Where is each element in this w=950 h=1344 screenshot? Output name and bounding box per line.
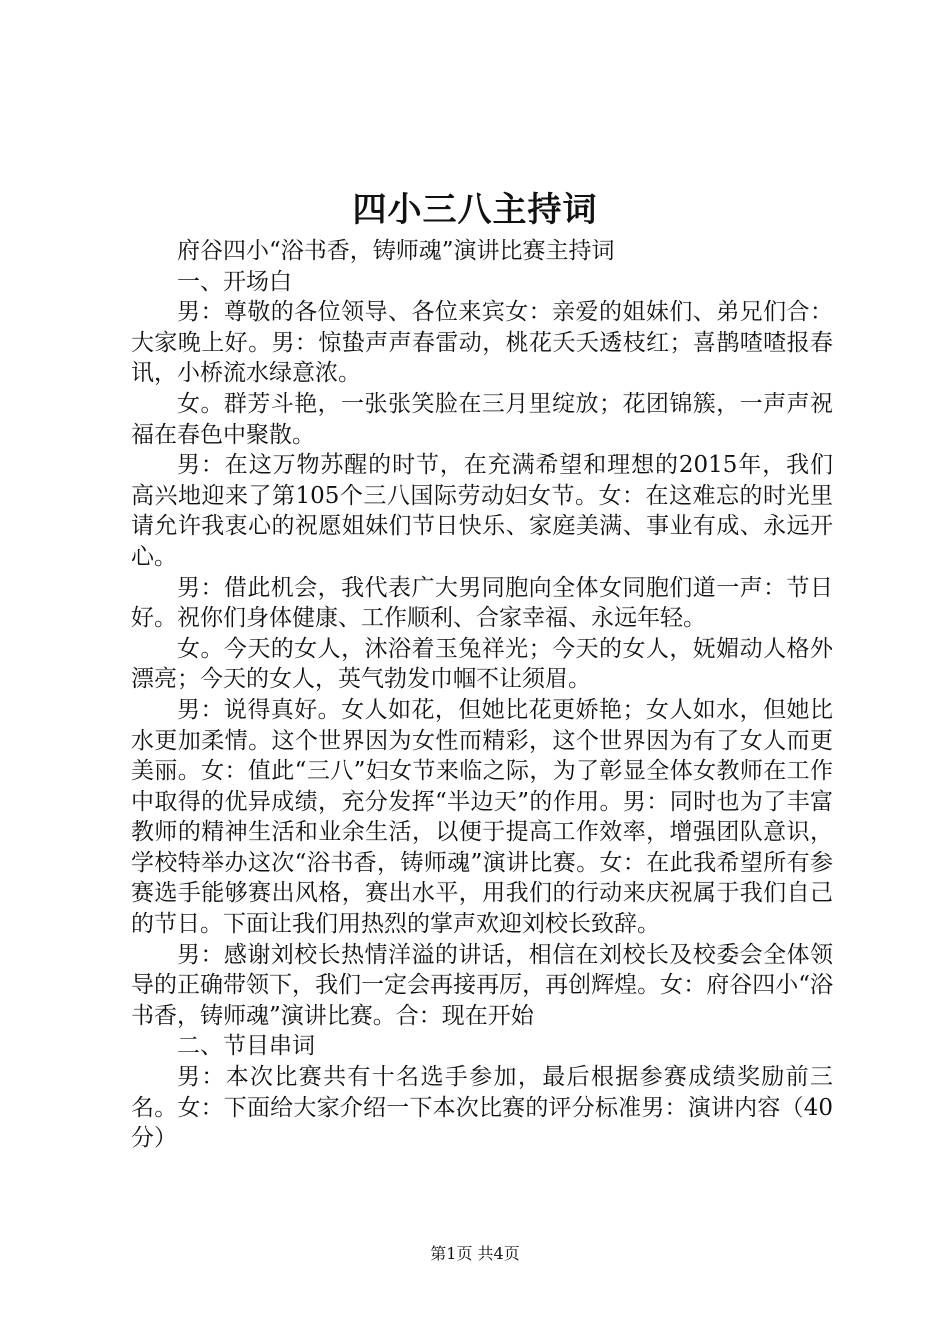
paragraph: 男：说得真好。女人如花，但她比花更娇艳；女人如水，但她比水更加柔情。这个世界因为女性而精彩，这个世界因为有了女人而更美丽。女：值此“三八”妇女节来临之际，为了彰显全体女教师在工作中取得的优异成绩，充分发挥“半边天”的作用。男：同时也为了丰富教师的精神生活和业余生活，以便于提高工作效率，增强团队意识，学校特举办这次“浴书香，铸师魂”演讲比赛。女：在此我希望所有参赛选手能够赛出风格，赛出水平，用我们的行动来庆祝属于我们自己的节日。下面让我们用热烈的掌声欢迎刘校长致辞。 <box>131 696 833 938</box>
document-body <box>131 236 833 1154</box>
paragraph: 男：借此机会，我代表广大男同胞向全体女同胞们道一声：节日好。祝你们身体健康、工作顺利、合家幸福、永远年轻。 <box>131 574 833 632</box>
section-heading-opening: 一、开场白 <box>177 268 292 295</box>
paragraph: 男：感谢刘校长热情洋溢的讲话，相信在刘校长及校委会全体领导的正确带领下，我们一定会再接再厉，再创辉煌。女：府谷四小“浴书香，铸师魂”演讲比赛。合：现在开始 <box>131 941 833 1029</box>
section-heading-program: 二、节目串词 <box>177 1033 315 1060</box>
paragraph: 女。群芳斗艳，一张张笑脸在三月里绽放；花团锦簇，一声声祝福在春色中聚散。 <box>131 390 833 448</box>
paragraph: 男：尊敬的各位领导、各位来宾女：亲爱的姐妹们、弟兄们合：大家晚上好。男：惊蛰声声春雷动，桃花夭夭透枝红；喜鹊喳喳报春讯，小桥流水绿意浓。 <box>131 299 833 387</box>
paragraph: 女。今天的女人，沐浴着玉兔祥光；今天的女人，妩媚动人格外漂亮；今天的女人，英气勃发巾帼不让须眉。 <box>131 635 833 693</box>
document-title: 四小三八主持词 <box>352 190 598 230</box>
paragraph-subtitle: 府谷四小“浴书香，铸师魂”演讲比赛主持词 <box>177 238 615 264</box>
page-number-footer: 第1页 共4页 <box>430 1244 520 1263</box>
paragraph: 男：在这万物苏醒的时节，在充满希望和理想的2015年，我们高兴地迎来了第105个三八国际劳动妇女节。女：在这难忘的时光里请允许我衷心的祝愿姐妹们节日快乐、家庭美满、事业有成、永远开心。 <box>131 452 833 570</box>
paragraph: 男：本次比赛共有十名选手参加，最后根据参赛成绩奖励前三名。女：下面给大家介绍一下本次比赛的评分标准男：演讲内容（40分） <box>131 1064 833 1152</box>
